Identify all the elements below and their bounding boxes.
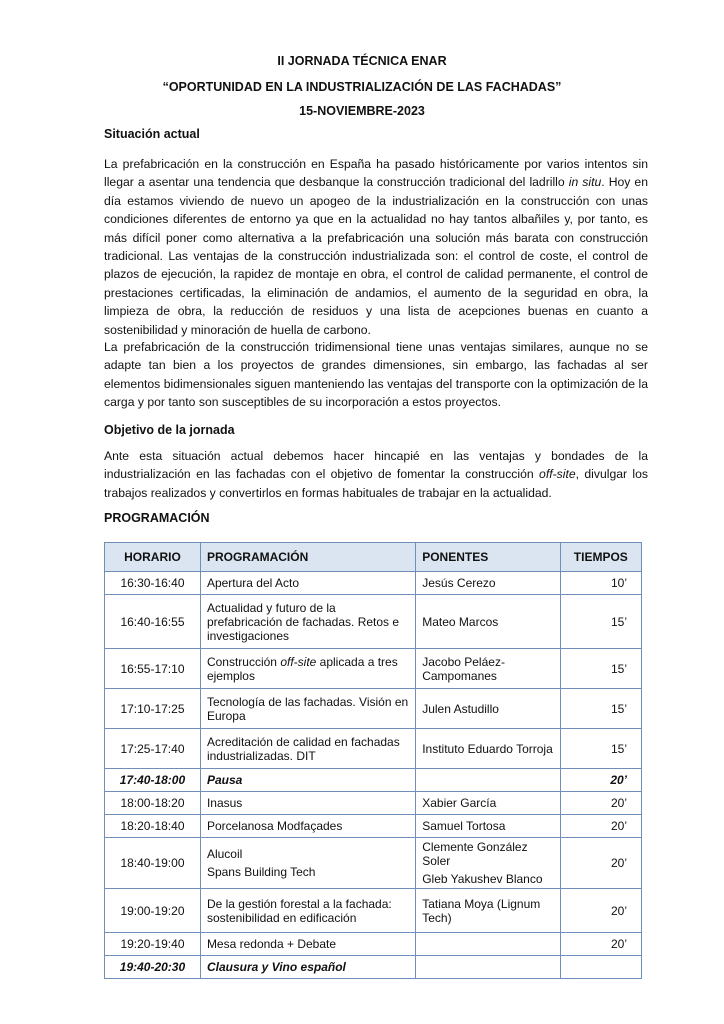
table-row xyxy=(105,649,642,689)
program-line: Spans Building Tech xyxy=(206,865,316,879)
program-cell xyxy=(200,838,415,889)
event-title: II JORNADA TÉCNICA ENAR xyxy=(277,54,447,68)
program-cell: Pausa xyxy=(200,769,415,792)
duration-cell: 20’ xyxy=(560,769,641,792)
duration-cell: 20’ xyxy=(560,838,641,889)
duration-cell: 10’ xyxy=(560,572,641,595)
event-subtitle: “OPORTUNIDAD EN LA INDUSTRIALIZACIÓN DE LAS FACHADAS” xyxy=(162,80,562,94)
duration-cell: 15’ xyxy=(560,595,641,649)
table-row-closing xyxy=(105,956,642,979)
table-row xyxy=(105,729,642,769)
program-cell: Actualidad y futuro de la prefabricación de fachadas. Retos e investigaciones xyxy=(200,595,415,649)
table-row xyxy=(105,815,642,838)
program-cell xyxy=(200,649,415,689)
duration-cell: 20’ xyxy=(560,815,641,838)
speaker-line: Gleb Yakushev Blanco xyxy=(422,872,543,886)
speaker-cell xyxy=(416,838,560,889)
header-ponentes: PONENTES xyxy=(416,543,560,572)
program-cell: Apertura del Acto xyxy=(200,572,415,595)
table-header-row xyxy=(105,543,642,572)
time-cell: 19:20-19:40 xyxy=(105,933,201,956)
table-row xyxy=(105,889,642,933)
emphasis-text: in situ xyxy=(568,175,602,190)
time-cell: 18:20-18:40 xyxy=(105,815,201,838)
table-row xyxy=(105,689,642,729)
event-date: 15-NOVIEMBRE-2023 xyxy=(299,104,425,118)
table-row xyxy=(105,838,642,889)
table-row xyxy=(105,572,642,595)
text-span: . Hoy en día estamos viviendo de nuevo un apogeo de la industrialización en la construcción con unas condiciones diferentes de entorno ya que en la actualidad no hay tantos albañiles y, por tanto, es más difícil poner como alternativa a la prefabricación una solución más barata con construcción tradicional. Las ventajas de la construcción industrializada son: el control de coste, el control de plazos de ejecución, la rapidez de montaje en obra, el control de calidad permanente, el control de prestaciones certificadas, la eliminación de andamios, el aumento de la seguridad en obra, la limpieza de obra, la reducción de residuos y una lista de acepciones buenas en cuanto a sostenibilidad y minoración de huella de carbono. xyxy=(104,175,648,337)
time-cell: 16:55-17:10 xyxy=(105,649,201,689)
table-row xyxy=(105,933,642,956)
speaker-cell: Instituto Eduardo Torroja xyxy=(416,729,560,769)
program-cell: De la gestión forestal a la fachada: sostenibilidad en edificación xyxy=(200,889,415,933)
header-horario: HORARIO xyxy=(105,543,201,572)
header-programacion: PROGRAMACIÓN xyxy=(200,543,415,572)
header-tiempos: TIEMPOS xyxy=(560,543,641,572)
paragraph-situacion-1 xyxy=(104,155,648,339)
text-span: Ante esta situación actual debemos hacer hincapié en las ventajas y bondades de la industrialización en las fachadas con el objetivo de fomentar la construcción xyxy=(104,449,648,482)
duration-cell: 20’ xyxy=(560,792,641,815)
paragraph-situacion-2: La prefabricación de la construcción tridimensional tiene unas ventajas similares, aunque no se adapte tan bien a los proyectos de grandes dimensiones, sin embargo, las fachadas al ser elementos bidimensionales siguen manteniendo las ventajas del transporte con la optimización de la carga y por tanto son susceptibles de su incorporación a estos proyectos. xyxy=(104,340,648,410)
speaker-cell xyxy=(416,956,560,979)
speaker-cell: Jesús Cerezo xyxy=(416,572,560,595)
time-cell: 19:40-20:30 xyxy=(105,956,201,979)
speaker-cell xyxy=(416,933,560,956)
program-cell: Clausura y Vino español xyxy=(200,956,415,979)
time-cell: 18:00-18:20 xyxy=(105,792,201,815)
speaker-cell: Tatiana Moya (Lignum Tech) xyxy=(416,889,560,933)
duration-cell: 20’ xyxy=(560,933,641,956)
emphasis-text: off-site xyxy=(539,467,576,482)
section-heading-programacion: PROGRAMACIÓN xyxy=(104,511,210,525)
duration-cell: 20’ xyxy=(560,889,641,933)
time-cell: 17:10-17:25 xyxy=(105,689,201,729)
paragraph-objetivo xyxy=(104,447,648,502)
speaker-cell: Mateo Marcos xyxy=(416,595,560,649)
table-row xyxy=(105,595,642,649)
speaker-cell xyxy=(416,769,560,792)
program-cell: Mesa redonda + Debate xyxy=(200,933,415,956)
speaker-cell: Samuel Tortosa xyxy=(416,815,560,838)
duration-cell: 15’ xyxy=(560,729,641,769)
program-line: Alucoil xyxy=(206,847,243,861)
text-span: La prefabricación en la construcción en España ha pasado históricamente por varios intentos sin llegar a asentar una tendencia que desbanque la construcción tradicional del ladrillo xyxy=(104,157,648,190)
table-row-pause xyxy=(105,769,642,792)
time-cell: 18:40-19:00 xyxy=(105,838,201,889)
program-cell: Porcelanosa Modfaçades xyxy=(200,815,415,838)
table-row xyxy=(105,792,642,815)
duration-cell: 15’ xyxy=(560,689,641,729)
duration-cell: 15’ xyxy=(560,649,641,689)
section-heading-situacion: Situación actual xyxy=(104,127,200,141)
program-table xyxy=(104,542,642,979)
program-cell: Acreditación de calidad en fachadas industrializadas. DIT xyxy=(200,729,415,769)
text-span: Construcción xyxy=(206,654,281,669)
text-span: aplicada a tres ejemplos xyxy=(206,654,398,683)
program-cell: Tecnología de las fachadas. Visión en Europa xyxy=(200,689,415,729)
time-cell: 17:40-18:00 xyxy=(105,769,201,792)
speaker-cell: Jacobo Peláez-Campomanes xyxy=(416,649,560,689)
time-cell: 16:40-16:55 xyxy=(105,595,201,649)
speaker-line: Clemente González Soler xyxy=(422,840,528,868)
time-cell: 17:25-17:40 xyxy=(105,729,201,769)
time-cell: 16:30-16:40 xyxy=(105,572,201,595)
program-cell: Inasus xyxy=(200,792,415,815)
duration-cell xyxy=(560,956,641,979)
text-span: , divulgar los trabajos realizados y convertirlos en formas habituales de trabajar en la actualidad. xyxy=(104,467,649,500)
emphasis-text: off-site xyxy=(280,654,317,669)
speaker-cell: Julen Astudillo xyxy=(416,689,560,729)
time-cell: 19:00-19:20 xyxy=(105,889,201,933)
section-heading-objetivo: Objetivo de la jornada xyxy=(104,423,235,437)
speaker-cell: Xabier García xyxy=(416,792,560,815)
